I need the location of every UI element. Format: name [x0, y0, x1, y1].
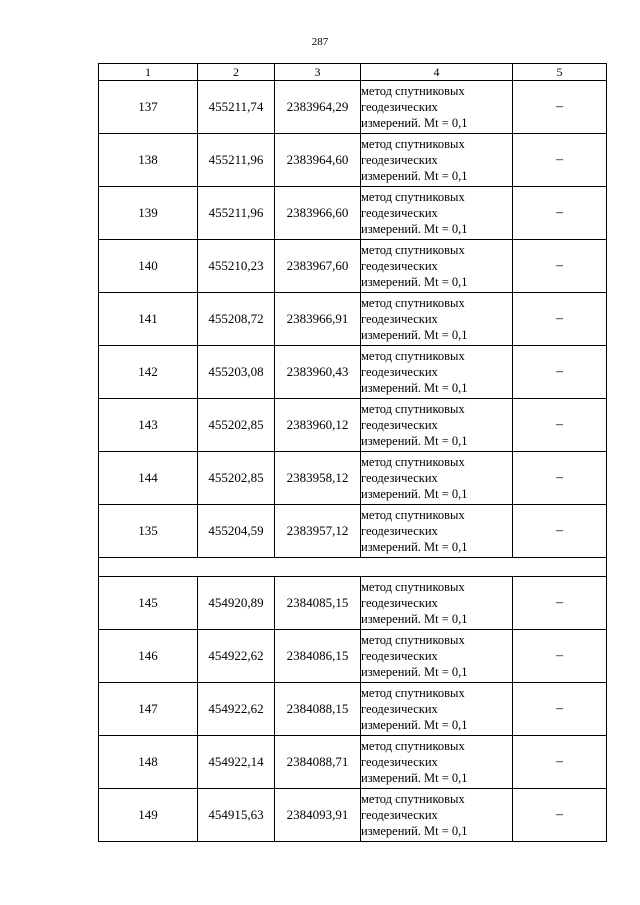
- table-row: [99, 81, 607, 134]
- table-row: [99, 240, 607, 293]
- table-row: [99, 293, 607, 346]
- method-line: геодезических: [361, 596, 438, 610]
- method-line: измерений. Mt = 0,1: [361, 328, 468, 342]
- table-body: [99, 81, 607, 842]
- method-cell: [361, 293, 513, 346]
- y-coordinate-cell: 2384088,15: [275, 683, 361, 736]
- table-row: [99, 134, 607, 187]
- y-coordinate-cell: 2383957,12: [275, 505, 361, 558]
- x-coordinate-cell: 455211,96: [198, 134, 275, 187]
- method-line: измерений. Mt = 0,1: [361, 540, 468, 554]
- y-coordinate-cell: 2383960,43: [275, 346, 361, 399]
- header-col-3: 3: [275, 64, 361, 81]
- y-coordinate-cell: 2383958,12: [275, 452, 361, 505]
- point-number-cell: 140: [99, 240, 198, 293]
- x-coordinate-cell: 454920,89: [198, 577, 275, 630]
- table-row: [99, 346, 607, 399]
- method-line: геодезических: [361, 808, 438, 822]
- table-header-row: [99, 64, 607, 81]
- method-line: измерений. Mt = 0,1: [361, 771, 468, 785]
- note-cell: –: [513, 577, 607, 630]
- method-line: метод спутниковых: [361, 792, 465, 806]
- method-line: геодезических: [361, 206, 438, 220]
- method-line: метод спутниковых: [361, 739, 465, 753]
- table-row: [99, 399, 607, 452]
- point-number-cell: 142: [99, 346, 198, 399]
- method-cell: [361, 134, 513, 187]
- table-row: [99, 577, 607, 630]
- method-line: геодезических: [361, 471, 438, 485]
- x-coordinate-cell: 455211,74: [198, 81, 275, 134]
- note-cell: –: [513, 81, 607, 134]
- method-line: геодезических: [361, 100, 438, 114]
- method-line: измерений. Mt = 0,1: [361, 824, 468, 838]
- header-col-4: 4: [361, 64, 513, 81]
- coordinates-table: [98, 63, 607, 842]
- y-coordinate-cell: 2384086,15: [275, 630, 361, 683]
- method-cell: [361, 630, 513, 683]
- point-number-cell: 148: [99, 736, 198, 789]
- method-line: метод спутниковых: [361, 686, 465, 700]
- method-cell: [361, 240, 513, 293]
- method-line: метод спутниковых: [361, 455, 465, 469]
- page-number: 287: [311, 36, 329, 48]
- point-number-cell: 145: [99, 577, 198, 630]
- point-number-cell: 144: [99, 452, 198, 505]
- note-cell: –: [513, 789, 607, 842]
- method-line: измерений. Mt = 0,1: [361, 381, 468, 395]
- method-cell: [361, 452, 513, 505]
- header-col-1: 1: [99, 64, 198, 81]
- method-line: метод спутниковых: [361, 349, 465, 363]
- point-number-cell: 139: [99, 187, 198, 240]
- section-separator-cell: [99, 558, 607, 577]
- method-line: геодезических: [361, 524, 438, 538]
- x-coordinate-cell: 455203,08: [198, 346, 275, 399]
- note-cell: –: [513, 505, 607, 558]
- method-line: измерений. Mt = 0,1: [361, 612, 468, 626]
- method-line: измерений. Mt = 0,1: [361, 434, 468, 448]
- note-cell: –: [513, 187, 607, 240]
- y-coordinate-cell: 2383964,29: [275, 81, 361, 134]
- method-line: измерений. Mt = 0,1: [361, 275, 468, 289]
- note-cell: –: [513, 134, 607, 187]
- y-coordinate-cell: 2384088,71: [275, 736, 361, 789]
- table-row: [99, 789, 607, 842]
- note-cell: –: [513, 630, 607, 683]
- method-cell: [361, 683, 513, 736]
- point-number-cell: 138: [99, 134, 198, 187]
- point-number-cell: 137: [99, 81, 198, 134]
- table-row: [99, 505, 607, 558]
- x-coordinate-cell: 455204,59: [198, 505, 275, 558]
- method-line: метод спутниковых: [361, 296, 465, 310]
- method-line: геодезических: [361, 312, 438, 326]
- note-cell: –: [513, 240, 607, 293]
- method-line: метод спутниковых: [361, 633, 465, 647]
- table-row: [99, 683, 607, 736]
- x-coordinate-cell: 454922,62: [198, 683, 275, 736]
- point-number-cell: 141: [99, 293, 198, 346]
- method-line: метод спутниковых: [361, 580, 465, 594]
- table-row: [99, 187, 607, 240]
- point-number-cell: 149: [99, 789, 198, 842]
- method-line: измерений. Mt = 0,1: [361, 718, 468, 732]
- method-cell: [361, 736, 513, 789]
- table-row: [99, 630, 607, 683]
- table-row: [99, 452, 607, 505]
- method-line: геодезических: [361, 755, 438, 769]
- method-line: измерений. Mt = 0,1: [361, 222, 468, 236]
- method-line: геодезических: [361, 649, 438, 663]
- method-line: метод спутниковых: [361, 190, 465, 204]
- method-cell: [361, 346, 513, 399]
- header-col-5: 5: [513, 64, 607, 81]
- y-coordinate-cell: 2384085,15: [275, 577, 361, 630]
- y-coordinate-cell: 2383960,12: [275, 399, 361, 452]
- method-line: метод спутниковых: [361, 243, 465, 257]
- method-cell: [361, 399, 513, 452]
- method-line: метод спутниковых: [361, 508, 465, 522]
- method-line: измерений. Mt = 0,1: [361, 665, 468, 679]
- point-number-cell: 135: [99, 505, 198, 558]
- point-number-cell: 147: [99, 683, 198, 736]
- x-coordinate-cell: 455208,72: [198, 293, 275, 346]
- method-cell: [361, 187, 513, 240]
- point-number-cell: 143: [99, 399, 198, 452]
- method-cell: [361, 577, 513, 630]
- method-line: геодезических: [361, 418, 438, 432]
- method-cell: [361, 789, 513, 842]
- y-coordinate-cell: 2384093,91: [275, 789, 361, 842]
- y-coordinate-cell: 2383967,60: [275, 240, 361, 293]
- x-coordinate-cell: 454922,14: [198, 736, 275, 789]
- method-line: измерений. Mt = 0,1: [361, 487, 468, 501]
- section-separator-row: [99, 558, 607, 577]
- x-coordinate-cell: 454915,63: [198, 789, 275, 842]
- y-coordinate-cell: 2383966,91: [275, 293, 361, 346]
- note-cell: –: [513, 399, 607, 452]
- x-coordinate-cell: 455210,23: [198, 240, 275, 293]
- note-cell: –: [513, 346, 607, 399]
- note-cell: –: [513, 736, 607, 789]
- method-line: геодезических: [361, 259, 438, 273]
- method-line: измерений. Mt = 0,1: [361, 116, 468, 130]
- method-line: метод спутниковых: [361, 402, 465, 416]
- x-coordinate-cell: 455202,85: [198, 399, 275, 452]
- method-cell: [361, 81, 513, 134]
- method-cell: [361, 505, 513, 558]
- point-number-cell: 146: [99, 630, 198, 683]
- method-line: геодезических: [361, 365, 438, 379]
- header-col-2: 2: [198, 64, 275, 81]
- x-coordinate-cell: 455211,96: [198, 187, 275, 240]
- method-line: измерений. Mt = 0,1: [361, 169, 468, 183]
- method-line: метод спутниковых: [361, 137, 465, 151]
- note-cell: –: [513, 683, 607, 736]
- method-line: геодезических: [361, 153, 438, 167]
- note-cell: –: [513, 293, 607, 346]
- note-cell: –: [513, 452, 607, 505]
- x-coordinate-cell: 454922,62: [198, 630, 275, 683]
- method-line: геодезических: [361, 702, 438, 716]
- table-row: [99, 736, 607, 789]
- method-line: метод спутниковых: [361, 84, 465, 98]
- y-coordinate-cell: 2383964,60: [275, 134, 361, 187]
- x-coordinate-cell: 455202,85: [198, 452, 275, 505]
- y-coordinate-cell: 2383966,60: [275, 187, 361, 240]
